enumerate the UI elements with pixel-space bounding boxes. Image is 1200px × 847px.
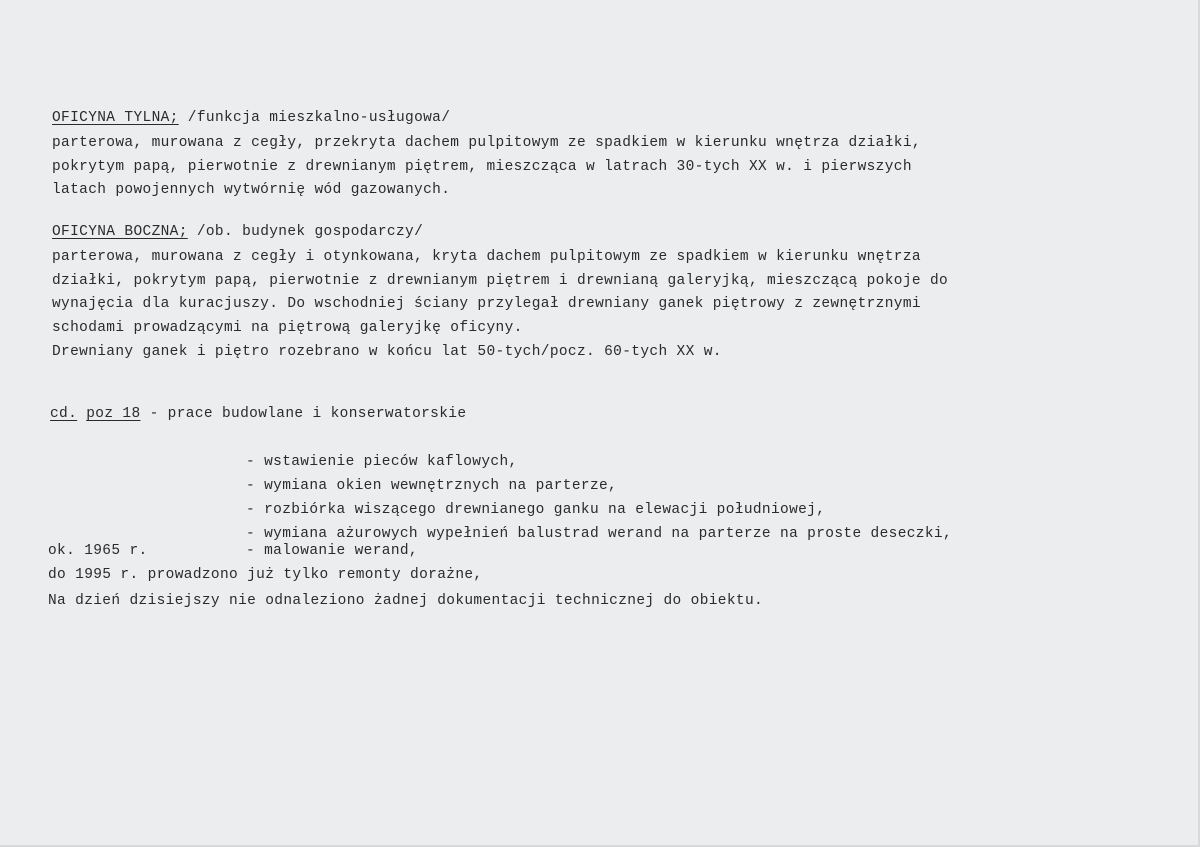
section-boczna-line-1: parterowa, murowana z cegły i otynkowana, kryta dachem pulpitowym ze spadkiem w kierunku wnętrza [52,249,921,265]
works-closing-line-2: Na dzień dzisiejszy nie odnaleziono żadnej dokumentacji technicznej do obiektu. [48,593,764,609]
works-heading-rest: - prace budowlane i konserwatorskie [140,406,467,422]
works-item-4: - wymiana ażurowych wypełnień balustrad werand na parterze na proste deseczki, [246,526,953,542]
section-boczna-line-2: działki, pokrytym papą, pierwotnie z drewnianym piętrem i drewnianą galeryjką, mieszczącą pokoje do [52,273,949,289]
section-boczna-heading: OFICYNA BOCZNA; [52,224,188,240]
section-tylna-heading-note: /funkcja mieszkalno-usługowa/ [178,110,451,126]
works-heading-line [50,407,466,422]
works-heading-poz: poz 18 [86,406,141,422]
section-boczna-line-5: Drewniany ganek i piętro rozebrano w końcu lat 50-tych/pocz. 60-tych XX w. [52,344,722,360]
works-item-1: - wstawienie pieców kaflowych, [246,454,518,470]
section-boczna-heading-line [52,225,423,240]
section-tylna-line-1: parterowa, murowana z cegły, przekryta dachem pulpitowym ze spadkiem w kierunku wnętrza działki, [52,135,921,151]
section-tylna-line-2: pokrytym papą, pierwotnie z drewnianym piętrem, mieszcząca w latrach 30-tych XX w. i pierwszych [52,159,912,175]
section-tylna-heading-line [52,111,450,126]
works-item-5: - malowanie werand, [246,543,418,559]
works-item-3: - rozbiórka wiszącego drewnianego ganku na elewacji południowej, [246,502,826,518]
works-date-label: ok. 1965 r. [48,543,148,559]
works-item-2: - wymiana okien wewnętrznych na parterze, [246,478,618,494]
works-heading-cd: cd. [50,406,78,422]
section-boczna-line-4: schodami prowadzącymi na piętrową galeryjkę oficyny. [52,320,523,336]
section-tylna-line-3: latach powojennych wytwórnię wód gazowanych. [52,182,451,198]
works-closing-line-1: do 1995 r. prowadzono już tylko remonty dorażne, [48,567,483,583]
section-boczna-line-3: wynajęcia dla kuracjuszy. Do wschodniej ściany przylegał drewniany ganek piętrowy z zewnętrznymi [52,296,921,312]
section-tylna-heading: OFICYNA TYLNA; [52,110,179,126]
section-boczna-heading-note: /ob. budynek gospodarczy/ [187,224,424,240]
